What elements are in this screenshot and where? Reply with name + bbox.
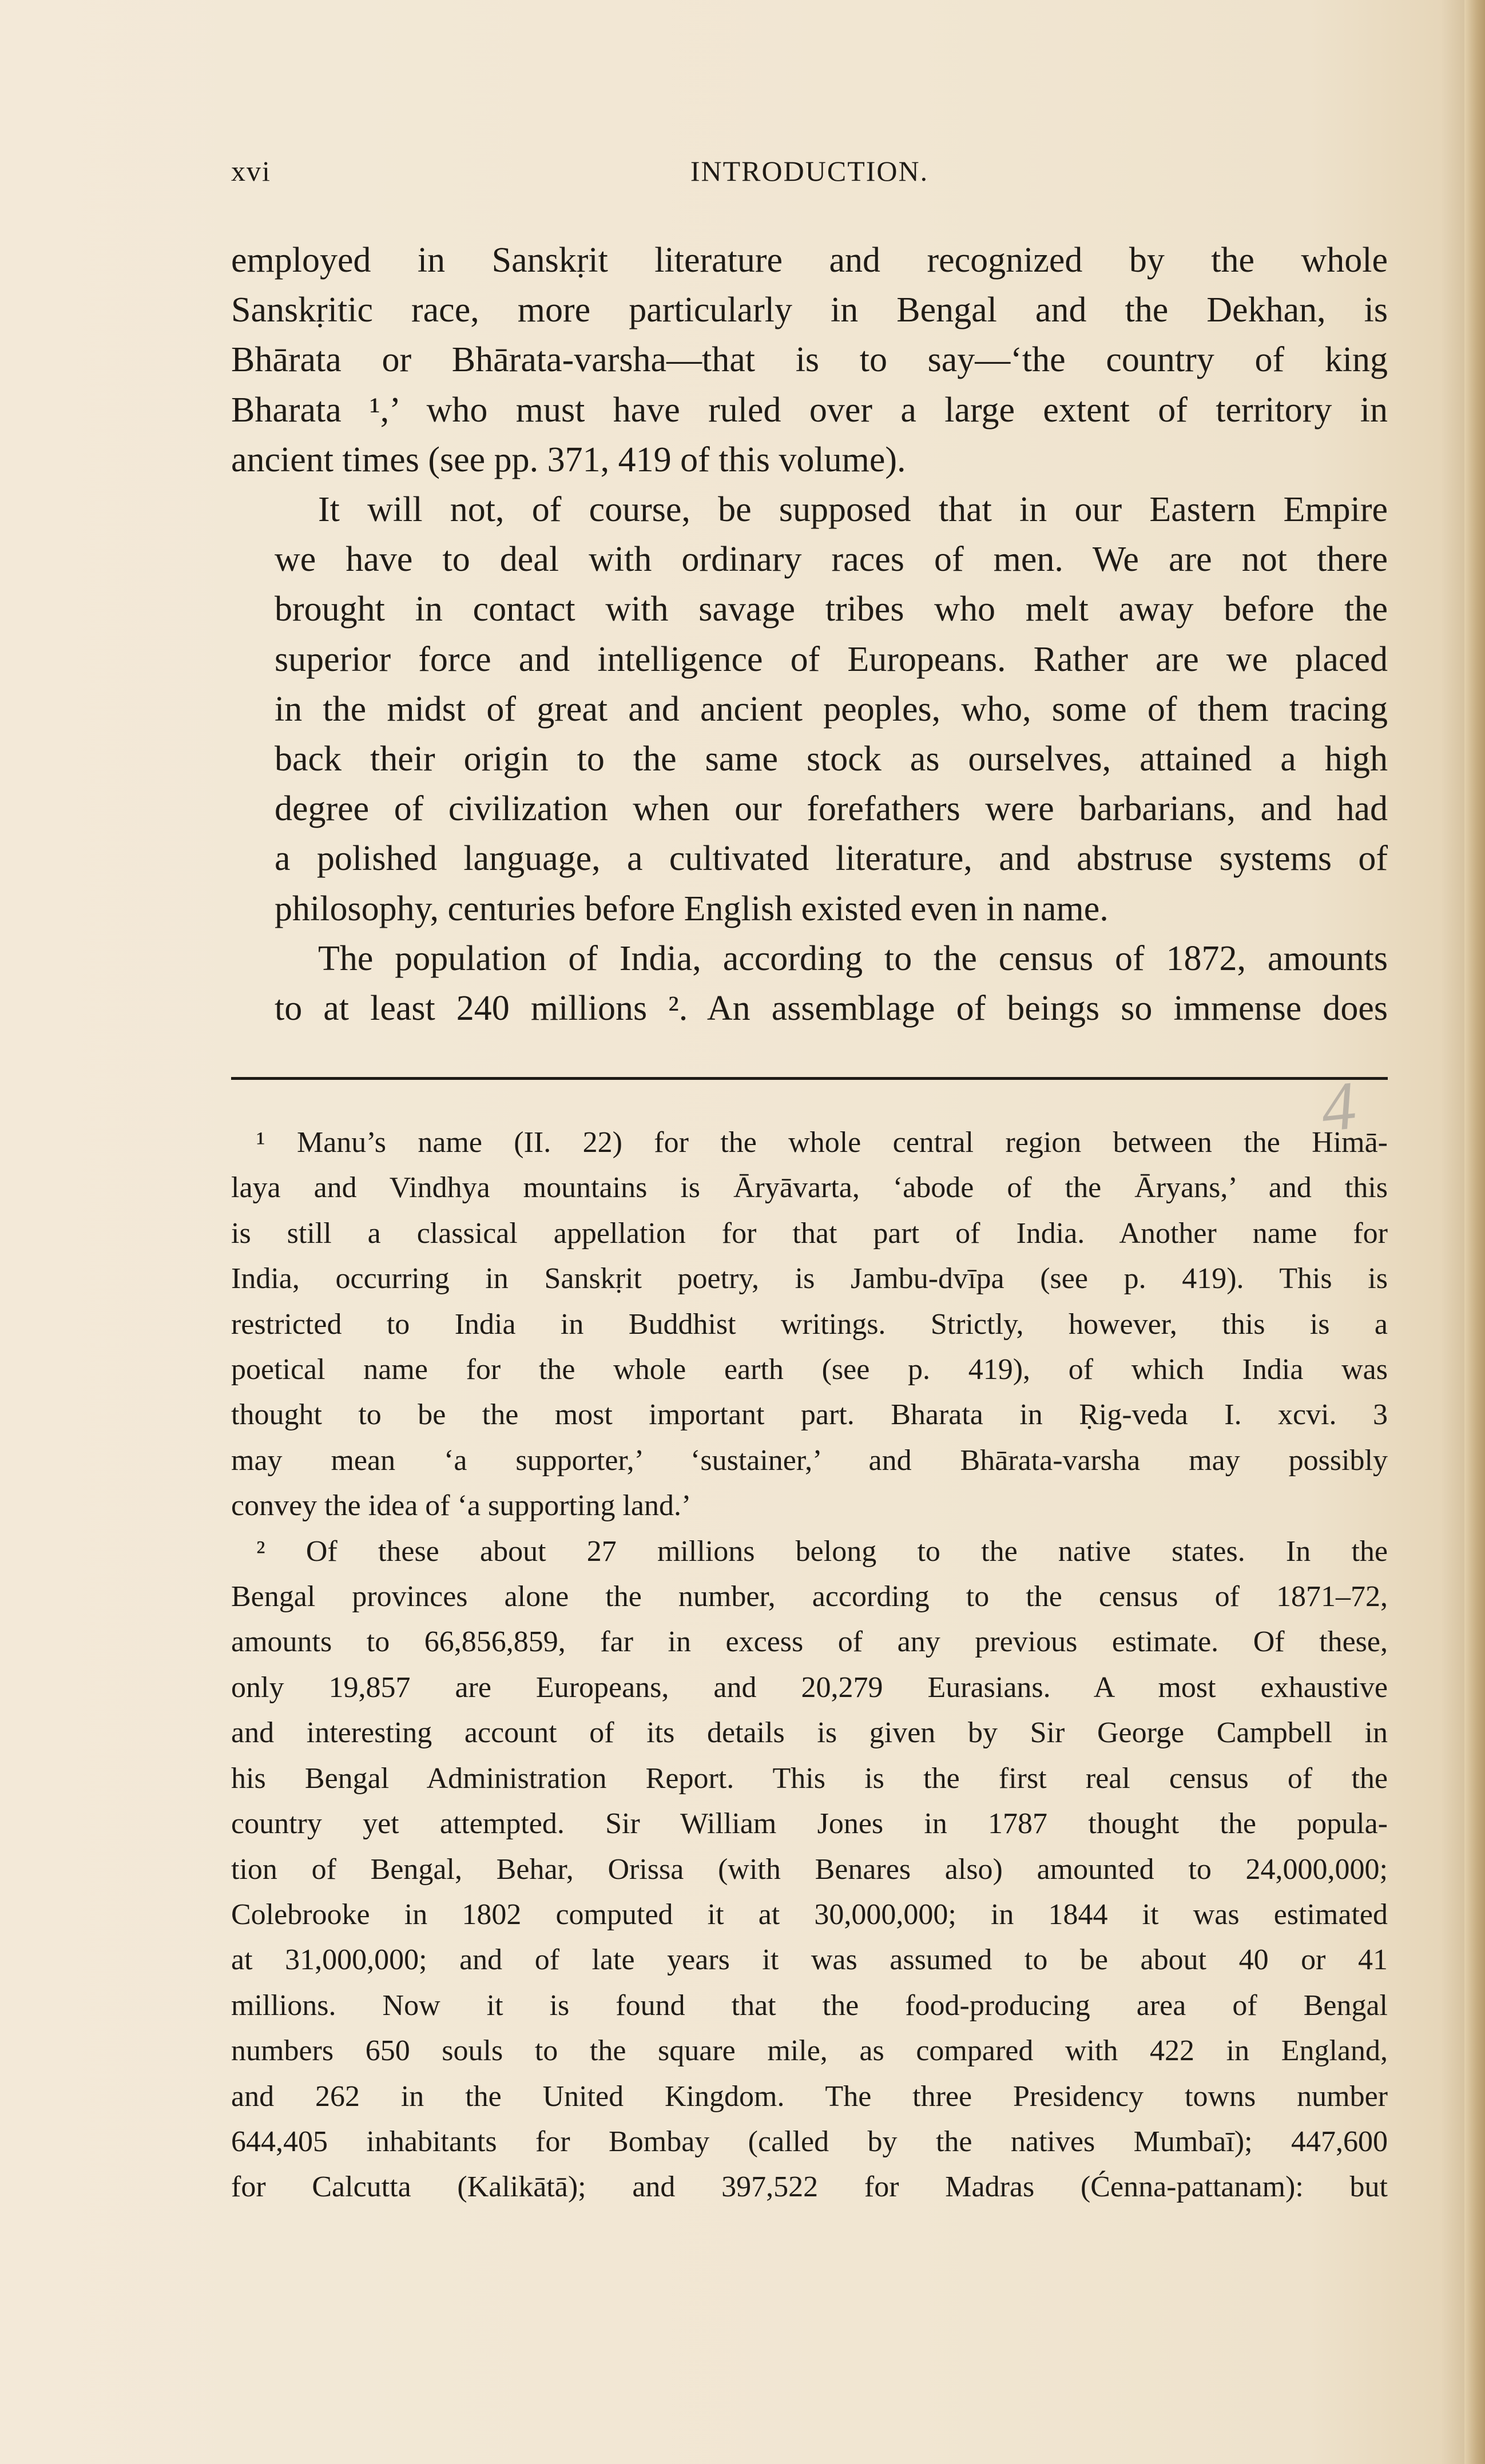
- page-edge: [1464, 0, 1485, 2464]
- text-line: in the midst of great and ancient peoples, who, some of them tracing: [275, 689, 1388, 729]
- footnote-2: [231, 1529, 1388, 2210]
- footnote-line: country yet attempted. Sir William Jones in 1787 thought the popula-: [231, 1807, 1388, 1841]
- footnote-line: India, occurring in Sanskṛit poetry, is Jambu-dvīpa (see p. 419). This is: [231, 1262, 1388, 1295]
- footnote-line: restricted to India in Buddhist writings. Strictly, however, this is a: [231, 1307, 1388, 1341]
- text-line: Bharata ¹,’ who must have ruled over a large extent of territory in: [231, 390, 1388, 430]
- footnote-line: ¹ Manu’s name (II. 22) for the whole central region between the Himā-: [256, 1126, 1388, 1159]
- footnote-rule: [231, 1077, 1388, 1080]
- footnote-line: for Calcutta (Kalikātā); and 397,522 for Madras (Ćenna-pattanam): but: [231, 2171, 1388, 2204]
- footnote-line: Bengal provinces alone the number, according to the census of 1871–72,: [231, 1580, 1388, 1613]
- page-number: xvi: [231, 155, 271, 187]
- footnote-line: thought to be the most important part. Bharata in Ṛig-veda I. xcvi. 3: [231, 1398, 1388, 1432]
- footnote-1: [231, 1120, 1388, 1529]
- text-line: employed in Sanskṛit literature and recognized by the whole: [231, 241, 1388, 280]
- footnote-line: tion of Bengal, Behar, Orissa (with Benares also) amounted to 24,000,000;: [231, 1853, 1388, 1886]
- text-line: Bhārata or Bhārata-varsha—that is to say—‘the country of king: [231, 340, 1388, 380]
- main-text: [231, 236, 1388, 1034]
- paragraph-1: [231, 236, 1388, 485]
- text-line: superior force and intelligence of Europeans. Rather are we placed: [275, 639, 1388, 679]
- text-line: we have to deal with ordinary races of men. We are not there: [275, 540, 1388, 579]
- footnote-line: numbers 650 souls to the square mile, as compared with 422 in England,: [231, 2034, 1388, 2068]
- footnote-line: his Bengal Administration Report. This is the first real census of the: [231, 1762, 1388, 1795]
- footnote-line: ² Of these about 27 millions belong to the native states. In the: [256, 1535, 1388, 1568]
- footnote-line: is still a classical appellation for that part of India. Another name for: [231, 1217, 1388, 1250]
- paragraph-2: [231, 485, 1388, 934]
- text-line: It will not, of course, be supposed that in our Eastern Empire: [318, 490, 1388, 530]
- footnote-line: laya and Vindhya mountains is Āryāvarta, ‘abode of the Āryans,’ and this: [231, 1171, 1388, 1205]
- text-line: The population of India, according to the census of 1872, amounts: [318, 939, 1388, 978]
- pencil-annotation: 4: [1317, 1067, 1360, 1146]
- footnote-line: convey the idea of ‘a supporting land.’: [231, 1489, 692, 1523]
- text-line: to at least 240 millions ². An assemblage of beings so immense does: [275, 989, 1388, 1028]
- text-line: ancient times (see pp. 371, 419 of this volume).: [231, 440, 906, 479]
- footnote-line: Colebrooke in 1802 computed it at 30,000,000; in 1844 it was estimated: [231, 1898, 1388, 1931]
- footnote-line: amounts to 66,856,859, far in excess of any previous estimate. Of these,: [231, 1626, 1388, 1659]
- footnote-line: 644,405 inhabitants for Bombay (called by the natives Mumbaī); 447,600: [231, 2125, 1388, 2158]
- footnote-line: millions. Now it is found that the food-producing area of Bengal: [231, 1989, 1388, 2022]
- text-line: Sanskṛitic race, more particularly in Bengal and the Dekhan, is: [231, 291, 1388, 330]
- running-title: INTRODUCTION.: [690, 155, 929, 187]
- footnote-line: and 262 in the United Kingdom. The three Presidency towns number: [231, 2080, 1388, 2113]
- running-head: [231, 154, 1388, 194]
- text-line: a polished language, a cultivated literature, and abstruse systems of: [275, 839, 1388, 879]
- footnote-line: only 19,857 are Europeans, and 20,279 Eurasians. A most exhaustive: [231, 1671, 1388, 1704]
- text-line: back their origin to the same stock as ourselves, attained a high: [275, 740, 1388, 779]
- footnote-line: and interesting account of its details is given by Sir George Campbell in: [231, 1716, 1388, 1750]
- paragraph-3: [231, 934, 1388, 1034]
- footnote-line: at 31,000,000; and of late years it was assumed to be about 40 or 41: [231, 1944, 1388, 1977]
- text-line: brought in contact with savage tribes who melt away before the: [275, 590, 1388, 629]
- footnote-line: may mean ‘a supporter,’ ‘sustainer,’ and Bhārata-varsha may possibly: [231, 1444, 1388, 1477]
- footnotes: [231, 1120, 1388, 2210]
- text-line: philosophy, centuries before English existed even in name.: [275, 889, 1109, 928]
- text-line: degree of civilization when our forefathers were barbarians, and had: [275, 789, 1388, 829]
- footnote-line: poetical name for the whole earth (see p. 419), of which India was: [231, 1353, 1388, 1386]
